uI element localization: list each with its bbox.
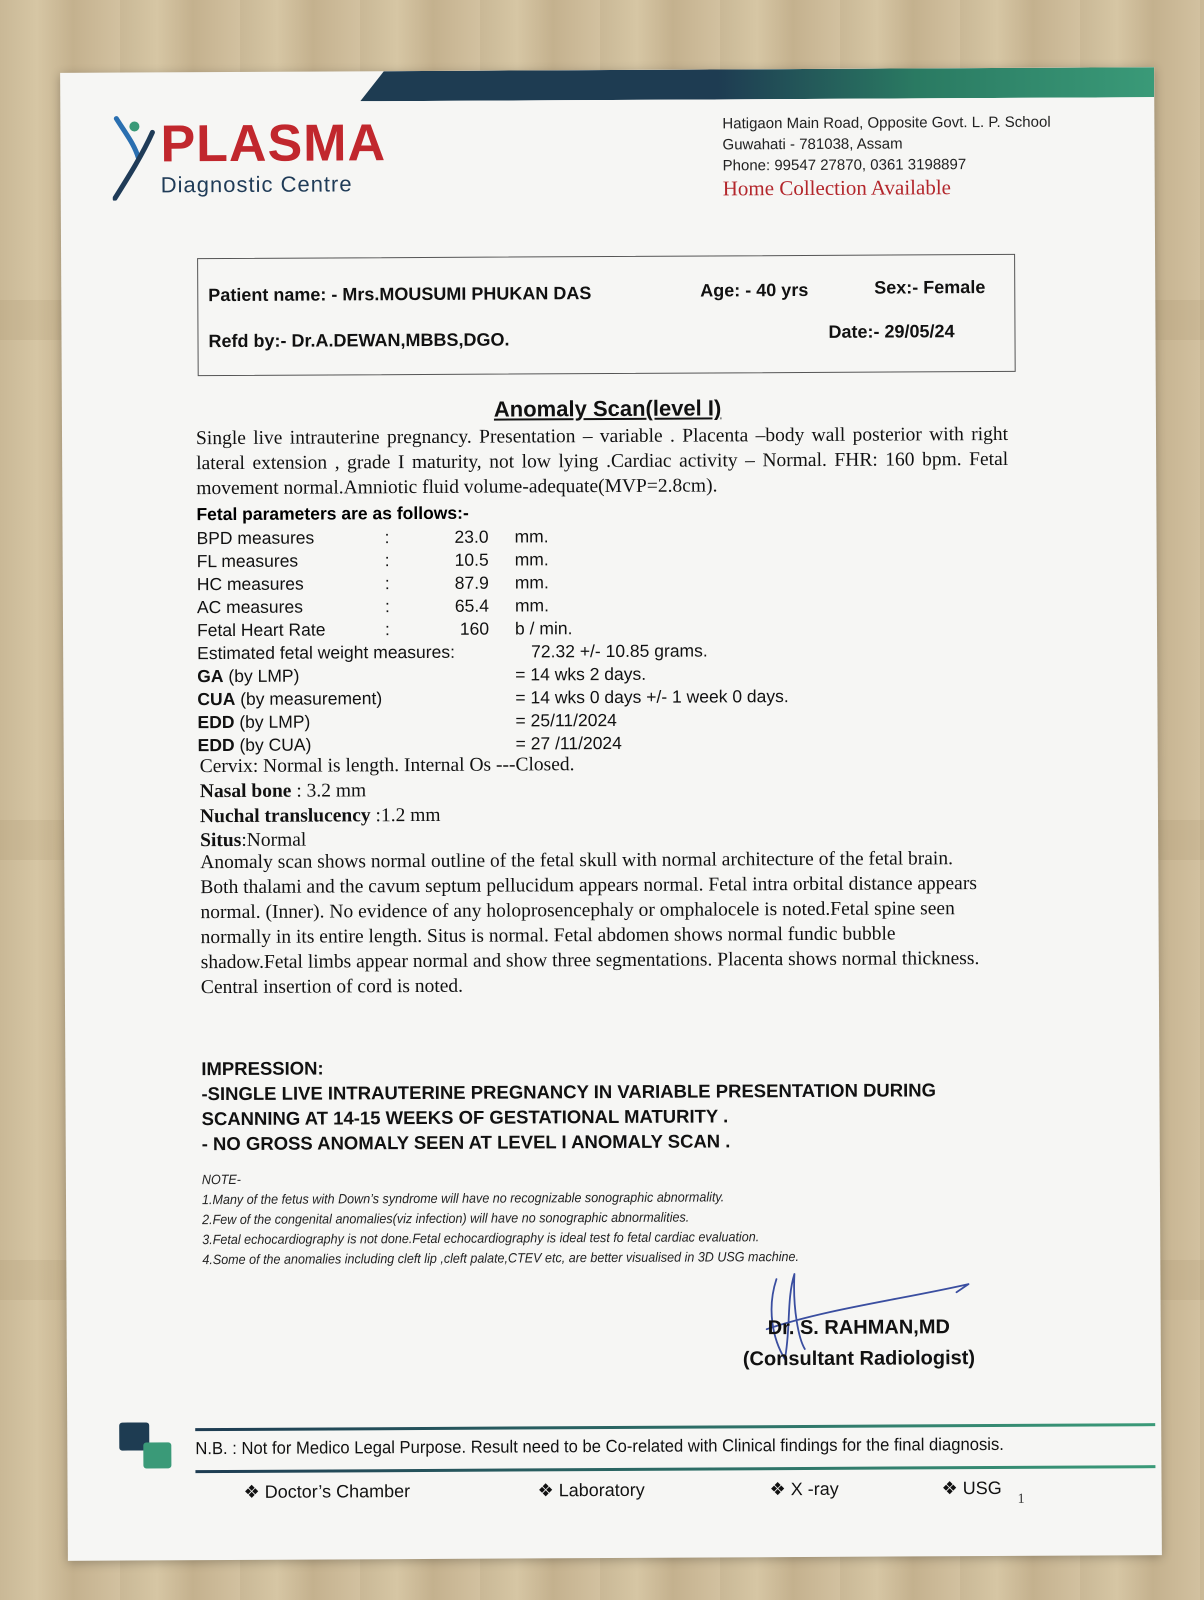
- header-stripe: [360, 67, 1154, 101]
- impression-line-1: -SINGLE LIVE INTRAUTERINE PREGNANCY IN VARIABLE PRESENTATION DURING: [201, 1079, 937, 1105]
- situs-label: Situs: [200, 829, 242, 852]
- logo-name: PLASMA: [160, 114, 387, 174]
- logo-figure-icon: [112, 114, 164, 200]
- patient-name: Patient name: - Mrs.MOUSUMI PHUKAN DAS: [208, 283, 592, 306]
- impression-line-2: SCANNING AT 14-15 WEEKS OF GESTATIONAL MATURITY .: [201, 1105, 729, 1130]
- home-collection: Home Collection Available: [722, 175, 952, 201]
- param-unit: mm.: [514, 526, 549, 547]
- clinic-phone: Phone: 99547 27870, 0361 3198897: [722, 156, 967, 175]
- cua-label-rest: (by measurement): [235, 688, 383, 709]
- nasal-bone-line: [200, 780, 366, 803]
- logo-subtitle: Diagnostic Centre: [160, 171, 353, 198]
- edd-cua-value: = 27 /11/2024: [515, 732, 622, 754]
- edd-cua-label-rest: (by CUA): [234, 734, 312, 755]
- note-item: 2.Few of the congenital anomalies(viz infection) will have no sonographic abnormalities.: [202, 1209, 690, 1228]
- diamond-bullet-icon: ❖: [537, 1480, 559, 1501]
- report-title: Anomaly Scan(level I): [493, 395, 722, 422]
- nuchal-value: :1.2 mm: [370, 804, 441, 827]
- patient-sex: Sex:- Female: [874, 277, 986, 298]
- efw-value: 72.32 +/- 10.85 grams.: [531, 640, 708, 662]
- cua-row: [197, 686, 789, 710]
- diamond-bullet-icon: ❖: [243, 1481, 265, 1502]
- edd-lmp-row: [197, 709, 617, 734]
- clinic-address: [722, 112, 1051, 200]
- params-heading: Fetal parameters are as follows:-: [196, 502, 469, 525]
- edd-lmp-value: = 25/11/2024: [515, 709, 617, 731]
- param-unit: mm.: [514, 572, 549, 593]
- param-label: HC measures: [196, 573, 304, 595]
- radiologist-block: [743, 1312, 976, 1375]
- edd-cua-label-bold: EDD: [197, 734, 235, 756]
- service-laboratory: [537, 1480, 644, 1502]
- footer-square-green: [143, 1442, 171, 1468]
- efw-label: Estimated fetal weight measures:: [197, 641, 455, 664]
- footer-rule-bottom: [195, 1465, 1155, 1473]
- note-item: 4.Some of the anomalies including cleft lip ,cleft palate,CTEV etc, are better visualised in 3D USG machine.: [202, 1249, 800, 1268]
- note-item: 1.Many of the fetus with Down’s syndrome will have no recognizable sonographic abnormality.: [201, 1189, 725, 1208]
- findings-paragraph: Anomaly scan shows normal outline of the fetal skull with normal architecture of the fetal brain. Both thalami and the cavum septum pellucidum appears normal. Fetal intra orbital distance appears normal. (Inner). No evidence of any holoprosencephaly or omphalocele is noted.Fetal spine seen normally in its entire length. Situs is normal. Fetal abdomen shows normal fundic bubble shadow.Fetal limbs appear normal and show three segmentations. Placenta shows normal thickness. Central insertion of cord is noted.: [200, 848, 980, 999]
- page-number: 1: [1017, 1491, 1025, 1507]
- cervix-line: Cervix: Normal is length. Internal Os ---Closed.: [199, 754, 575, 778]
- service-label: Laboratory: [558, 1479, 645, 1501]
- ga-label-rest: (by LMP): [223, 665, 300, 687]
- patient-info-box: [197, 254, 1016, 376]
- param-value: 65.4: [454, 595, 489, 616]
- ga-row: [197, 663, 647, 688]
- cua-value: = 14 wks 0 days +/- 1 week 0 days.: [515, 686, 789, 708]
- edd-cua-row: [197, 732, 622, 757]
- intro-paragraph: Single live intrauterine pregnancy. Presentation – variable . Placenta –body wall posterior with right lateral extension , grade I maturity, not low lying .Cardiac activity – Normal. FHR: 160 bpm. Fetal movement normal.Amniotic fluid volume-adequate(MVP=2.8cm).: [195, 423, 1009, 500]
- nasal-bone-value: : 3.2 mm: [291, 780, 367, 802]
- param-label: Fetal Heart Rate: [196, 619, 326, 641]
- radiologist-name: Dr. S. RAHMAN,MD: [767, 1316, 950, 1340]
- note-item: 3.Fetal echocardiography is not done.Fetal echocardiography is ideal test fo fetal cardiac evaluation.: [202, 1229, 760, 1248]
- impression-heading: IMPRESSION:: [201, 1057, 324, 1080]
- nasal-bone-label: Nasal bone: [199, 780, 292, 803]
- notes-heading: NOTE-: [201, 1171, 242, 1188]
- service-label: X -ray: [790, 1478, 839, 1500]
- address-line-1: Hatigaon Main Road, Opposite Govt. L. P. School: [722, 113, 1051, 133]
- param-label: BPD measures: [196, 527, 315, 549]
- footer-rule-top: [195, 1423, 1155, 1431]
- service-doctors-chamber: [243, 1481, 410, 1503]
- referred-by: Refd by:- Dr.A.DEWAN,MBBS,DGO.: [208, 329, 510, 352]
- notes-section: [202, 1167, 799, 1270]
- service-label: USG: [962, 1477, 1002, 1499]
- edd-lmp-label-rest: (by LMP): [234, 711, 311, 732]
- service-xray: [769, 1479, 838, 1500]
- address-line-2: Guwahati - 781038, Assam: [722, 135, 903, 154]
- service-label: Doctor’s Chamber: [264, 1481, 411, 1502]
- param-unit: mm.: [514, 549, 549, 570]
- report-date: Date:- 29/05/24: [828, 321, 955, 342]
- param-unit: mm.: [514, 595, 549, 616]
- footer-disclaimer: N.B. : Not for Medico Legal Purpose. Result need to be Co-related with Clinical findings for the final diagnosis.: [195, 1433, 1004, 1459]
- nuchal-label: Nuchal translucency: [199, 805, 371, 828]
- patient-age: Age: - 40 yrs: [700, 279, 809, 301]
- impression-section: [201, 1052, 936, 1156]
- service-usg: [941, 1478, 1001, 1499]
- report-paper: [60, 67, 1162, 1561]
- param-value: 10.5: [454, 549, 489, 570]
- ga-value: = 14 wks 2 days.: [515, 663, 647, 685]
- diamond-bullet-icon: ❖: [769, 1479, 791, 1500]
- cua-label-bold: CUA: [197, 688, 236, 710]
- radiologist-title: (Consultant Radiologist): [742, 1347, 976, 1371]
- edd-lmp-label-bold: EDD: [197, 711, 235, 733]
- param-value: 23.0: [454, 526, 489, 547]
- param-value: 160: [459, 618, 490, 639]
- impression-line-3: - NO GROSS ANOMALY SEEN AT LEVEL I ANOMALY SCAN .: [201, 1130, 731, 1155]
- ga-label-bold: GA: [197, 666, 224, 687]
- param-value: 87.9: [454, 572, 489, 593]
- param-unit: b / min.: [514, 618, 573, 639]
- situs-value: :Normal: [241, 829, 307, 851]
- nuchal-line: [200, 805, 441, 828]
- param-label: AC measures: [196, 596, 303, 618]
- diamond-bullet-icon: ❖: [941, 1478, 963, 1499]
- param-label: FL measures: [196, 550, 299, 572]
